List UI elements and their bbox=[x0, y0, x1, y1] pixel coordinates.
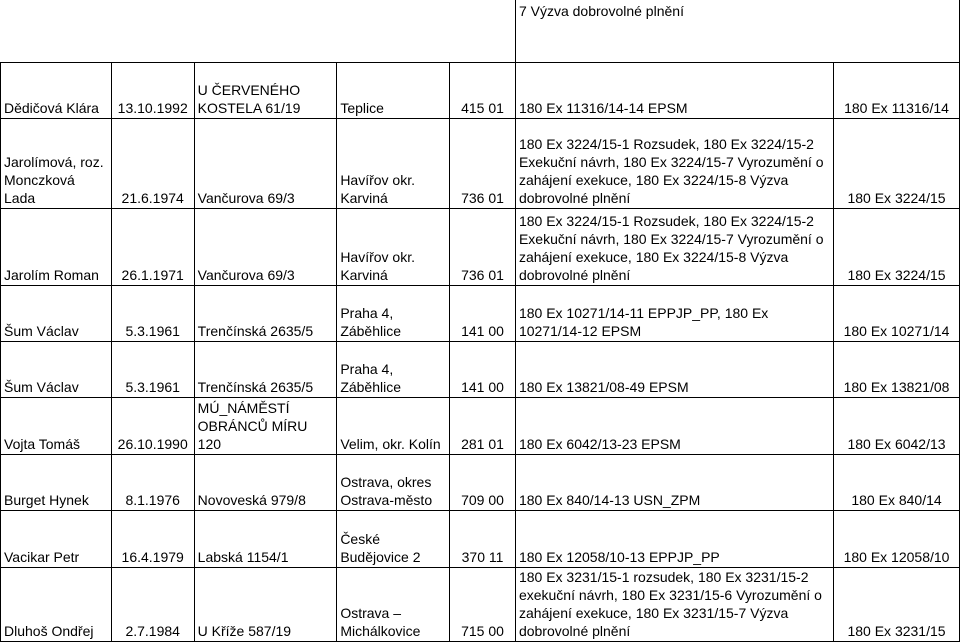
city-cell: Praha 4, Záběhlice bbox=[337, 342, 450, 398]
street-address-cell: Trenčínská 2635/5 bbox=[194, 342, 337, 398]
street-address-cell: U Kříže 587/19 bbox=[194, 568, 337, 642]
birth-date-cell: 5.3.1961 bbox=[111, 342, 194, 398]
table-row bbox=[1, 286, 960, 342]
birth-date-cell: 8.1.1976 bbox=[111, 455, 194, 511]
birth-date-cell: 26.10.1990 bbox=[111, 398, 194, 455]
debtor-name-cell: Šum Václav bbox=[1, 342, 112, 398]
city-cell: Teplice bbox=[337, 63, 450, 119]
case-number-cell: 180 Ex 3224/15 bbox=[834, 119, 960, 209]
documents-cell: 180 Ex 3224/15-1 Rozsudek, 180 Ex 3224/15-2 Exekuční návrh, 180 Ex 3224/15-7 Vyrozumění o zahájení exekuce, 180 Ex 3224/15-8 Výzva dobrovolné plnění bbox=[515, 209, 833, 286]
city-cell: Ostrava, okres Ostrava-město bbox=[337, 455, 450, 511]
city-cell: Velim, okr. Kolín bbox=[337, 398, 450, 455]
case-number-cell: 180 Ex 12058/10 bbox=[834, 511, 960, 568]
debtor-name-cell: Burget Hynek bbox=[1, 455, 112, 511]
documents-cell: 180 Ex 3231/15-1 rozsudek, 180 Ex 3231/15-2 exekuční návrh, 180 Ex 3231/15-6 Vyrozumění o zahájení exekuce, 180 Ex 3231/15-7 Výzva dobrovolné plnění bbox=[515, 568, 833, 642]
city-cell: České Budějovice 2 bbox=[337, 511, 450, 568]
postal-code-cell: 370 11 bbox=[450, 511, 516, 568]
debtor-name-cell: Dědičová Klára bbox=[1, 63, 112, 119]
header-blank-cell bbox=[1, 0, 516, 63]
table-row bbox=[1, 119, 960, 209]
debtor-name-cell: Jarolímová, roz. Monczková Lada bbox=[1, 119, 112, 209]
header-cell: 7 Výzva dobrovolné plnění bbox=[515, 0, 959, 63]
birth-date-cell: 16.4.1979 bbox=[111, 511, 194, 568]
debtor-name-cell: Vacikar Petr bbox=[1, 511, 112, 568]
postal-code-cell: 736 01 bbox=[450, 119, 516, 209]
debtor-name-cell: Dluhoš Ondřej bbox=[1, 568, 112, 642]
birth-date-cell: 26.1.1971 bbox=[111, 209, 194, 286]
table-row bbox=[1, 398, 960, 455]
street-address-cell: Novoveská 979/8 bbox=[194, 455, 337, 511]
debtor-name-cell: Šum Václav bbox=[1, 286, 112, 342]
birth-date-cell: 21.6.1974 bbox=[111, 119, 194, 209]
street-address-cell: Vančurova 69/3 bbox=[194, 119, 337, 209]
postal-code-cell: 736 01 bbox=[450, 209, 516, 286]
documents-cell: 180 Ex 3224/15-1 Rozsudek, 180 Ex 3224/15-2 Exekuční návrh, 180 Ex 3224/15-7 Vyrozumění o zahájení exekuce, 180 Ex 3224/15-8 Výzva dobrovolné plnění bbox=[515, 119, 833, 209]
documents-cell: 180 Ex 840/14-13 USN_ZPM bbox=[515, 455, 833, 511]
city-cell: Praha 4, Záběhlice bbox=[337, 286, 450, 342]
city-cell: Ostrava – Michálkovice bbox=[337, 568, 450, 642]
documents-cell: 180 Ex 12058/10-13 EPPJP_PP bbox=[515, 511, 833, 568]
table-row bbox=[1, 209, 960, 286]
table-row bbox=[1, 455, 960, 511]
postal-code-cell: 415 01 bbox=[450, 63, 516, 119]
street-address-cell: Vančurova 69/3 bbox=[194, 209, 337, 286]
birth-date-cell: 13.10.1992 bbox=[111, 63, 194, 119]
case-number-cell: 180 Ex 10271/14 bbox=[834, 286, 960, 342]
case-number-cell: 180 Ex 6042/13 bbox=[834, 398, 960, 455]
street-address-cell: Labská 1154/1 bbox=[194, 511, 337, 568]
city-cell: Havířov okr. Karviná bbox=[337, 209, 450, 286]
case-number-cell: 180 Ex 11316/14 bbox=[834, 63, 960, 119]
street-address-cell: MÚ_NÁMĚSTÍ OBRÁNCŮ MÍRU 120 bbox=[194, 398, 337, 455]
debtor-name-cell: Jarolím Roman bbox=[1, 209, 112, 286]
header-row bbox=[1, 0, 960, 63]
street-address-cell: U ČERVENÉHO KOSTELA 61/19 bbox=[194, 63, 337, 119]
documents-cell: 180 Ex 10271/14-11 EPPJP_PP, 180 Ex 10271/14-12 EPSM bbox=[515, 286, 833, 342]
postal-code-cell: 141 00 bbox=[450, 286, 516, 342]
table-row bbox=[1, 568, 960, 642]
postal-code-cell: 141 00 bbox=[450, 342, 516, 398]
table-row bbox=[1, 63, 960, 119]
case-number-cell: 180 Ex 840/14 bbox=[834, 455, 960, 511]
case-number-cell: 180 Ex 13821/08 bbox=[834, 342, 960, 398]
postal-code-cell: 709 00 bbox=[450, 455, 516, 511]
table-row bbox=[1, 511, 960, 568]
birth-date-cell: 2.7.1984 bbox=[111, 568, 194, 642]
birth-date-cell: 5.3.1961 bbox=[111, 286, 194, 342]
documents-cell: 180 Ex 11316/14-14 EPSM bbox=[515, 63, 833, 119]
documents-cell: 180 Ex 6042/13-23 EPSM bbox=[515, 398, 833, 455]
debtor-name-cell: Vojta Tomáš bbox=[1, 398, 112, 455]
postal-code-cell: 281 01 bbox=[450, 398, 516, 455]
city-cell: Havířov okr. Karviná bbox=[337, 119, 450, 209]
street-address-cell: Trenčínská 2635/5 bbox=[194, 286, 337, 342]
postal-code-cell: 715 00 bbox=[450, 568, 516, 642]
table-row bbox=[1, 342, 960, 398]
documents-cell: 180 Ex 13821/08-49 EPSM bbox=[515, 342, 833, 398]
case-number-cell: 180 Ex 3231/15 bbox=[834, 568, 960, 642]
case-number-cell: 180 Ex 3224/15 bbox=[834, 209, 960, 286]
